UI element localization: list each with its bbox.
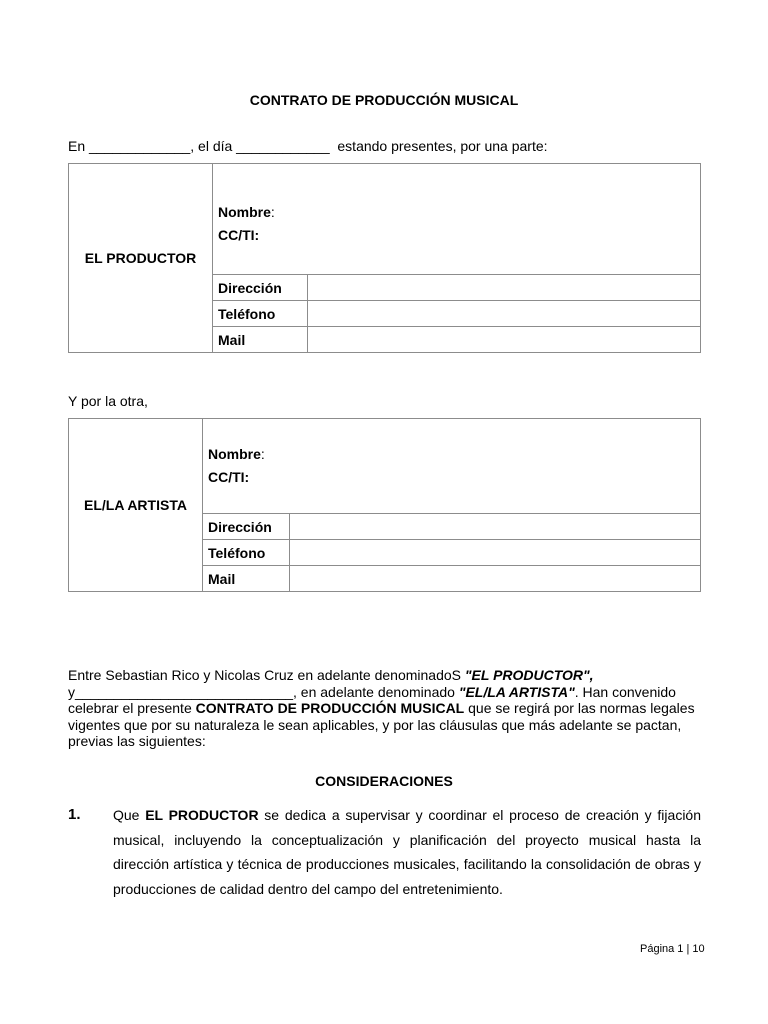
- productor-identity-cell: [213, 164, 701, 275]
- artista-telefono-value[interactable]: [290, 540, 701, 566]
- item-1-bold: EL PRODUCTOR: [145, 807, 259, 823]
- productor-nombre-label: Nombre: [218, 204, 271, 220]
- productor-label: EL PRODUCTOR: [69, 164, 213, 353]
- item-1-body: se dedica a supervisar y coordinar el proceso de creación y fijación musical, incluyendo la conceptualización y planificación del proyecto musical hasta la dirección artística y técnica de producciones musicales, facilitando la consolidación de obras y producciones de calidad dentro del campo del entretenimiento.: [113, 807, 701, 897]
- para-contrato: CONTRATO DE PRODUCCIÓN MUSICAL: [195, 700, 465, 716]
- para-part-4: que se regirá por las normas legales vigentes que por su naturaleza le sean aplicables, y por las cláusulas que más adelante se pactan, previas las siguientes:: [68, 700, 695, 749]
- intro-blank-day: ____________: [236, 138, 330, 154]
- para-part-1: Entre Sebastian Rico y Nicolas Cruz en adelante denominadoS: [68, 667, 465, 683]
- artista-telefono-label: Teléfono: [203, 540, 290, 566]
- para-el-productor: "EL PRODUCTOR",: [464, 667, 594, 683]
- artista-ccti-label: CC/TI:: [208, 469, 250, 485]
- artista-nombre-colon: :: [260, 446, 265, 462]
- para-el-artista: "EL/LA ARTISTA": [458, 683, 575, 700]
- productor-direccion-label: Dirección: [213, 275, 308, 301]
- artista-identity-cell: [203, 419, 701, 514]
- productor-table: [68, 163, 701, 353]
- otra-parte-text: Y por la otra,: [68, 393, 148, 409]
- productor-telefono-value[interactable]: [308, 301, 701, 327]
- intro-blank-place: _____________: [89, 138, 191, 154]
- productor-direccion-value[interactable]: [308, 275, 701, 301]
- item-1-pre: Que: [113, 807, 146, 823]
- intro-line: [68, 138, 548, 154]
- parties-paragraph: [68, 667, 701, 750]
- productor-telefono-label: Teléfono: [213, 301, 308, 327]
- artista-mail-value[interactable]: [290, 566, 701, 592]
- artista-table: [68, 418, 701, 592]
- productor-mail-label: Mail: [213, 327, 308, 353]
- para-part-3: . Han convenido celebrar el presente: [68, 683, 676, 716]
- artista-nombre-label: Nombre: [208, 446, 261, 462]
- intro-en: En: [68, 138, 90, 154]
- intro-rest: estando presentes, por una parte:: [329, 138, 548, 154]
- artista-nombre: [208, 443, 695, 466]
- para-part-2: y____________________________, en adelante denominado: [68, 683, 459, 700]
- artista-direccion-value[interactable]: [290, 514, 701, 540]
- artista-direccion-label: Dirección: [203, 514, 290, 540]
- item-1-text: [113, 803, 701, 901]
- document-title: CONTRATO DE PRODUCCIÓN MUSICAL: [249, 92, 519, 108]
- productor-mail-value[interactable]: [308, 327, 701, 353]
- item-1-number: 1.: [68, 806, 81, 823]
- artista-mail-label: Mail: [203, 566, 290, 592]
- productor-nombre: [218, 201, 695, 224]
- productor-nombre-colon: :: [270, 204, 275, 220]
- productor-ccti-label: CC/TI:: [218, 227, 260, 243]
- artista-label: EL/LA ARTISTA: [69, 419, 203, 592]
- consideraciones-heading: CONSIDERACIONES: [315, 773, 453, 789]
- page-footer: Página 1 | 10: [640, 943, 705, 955]
- intro-dia: , el día: [190, 138, 237, 154]
